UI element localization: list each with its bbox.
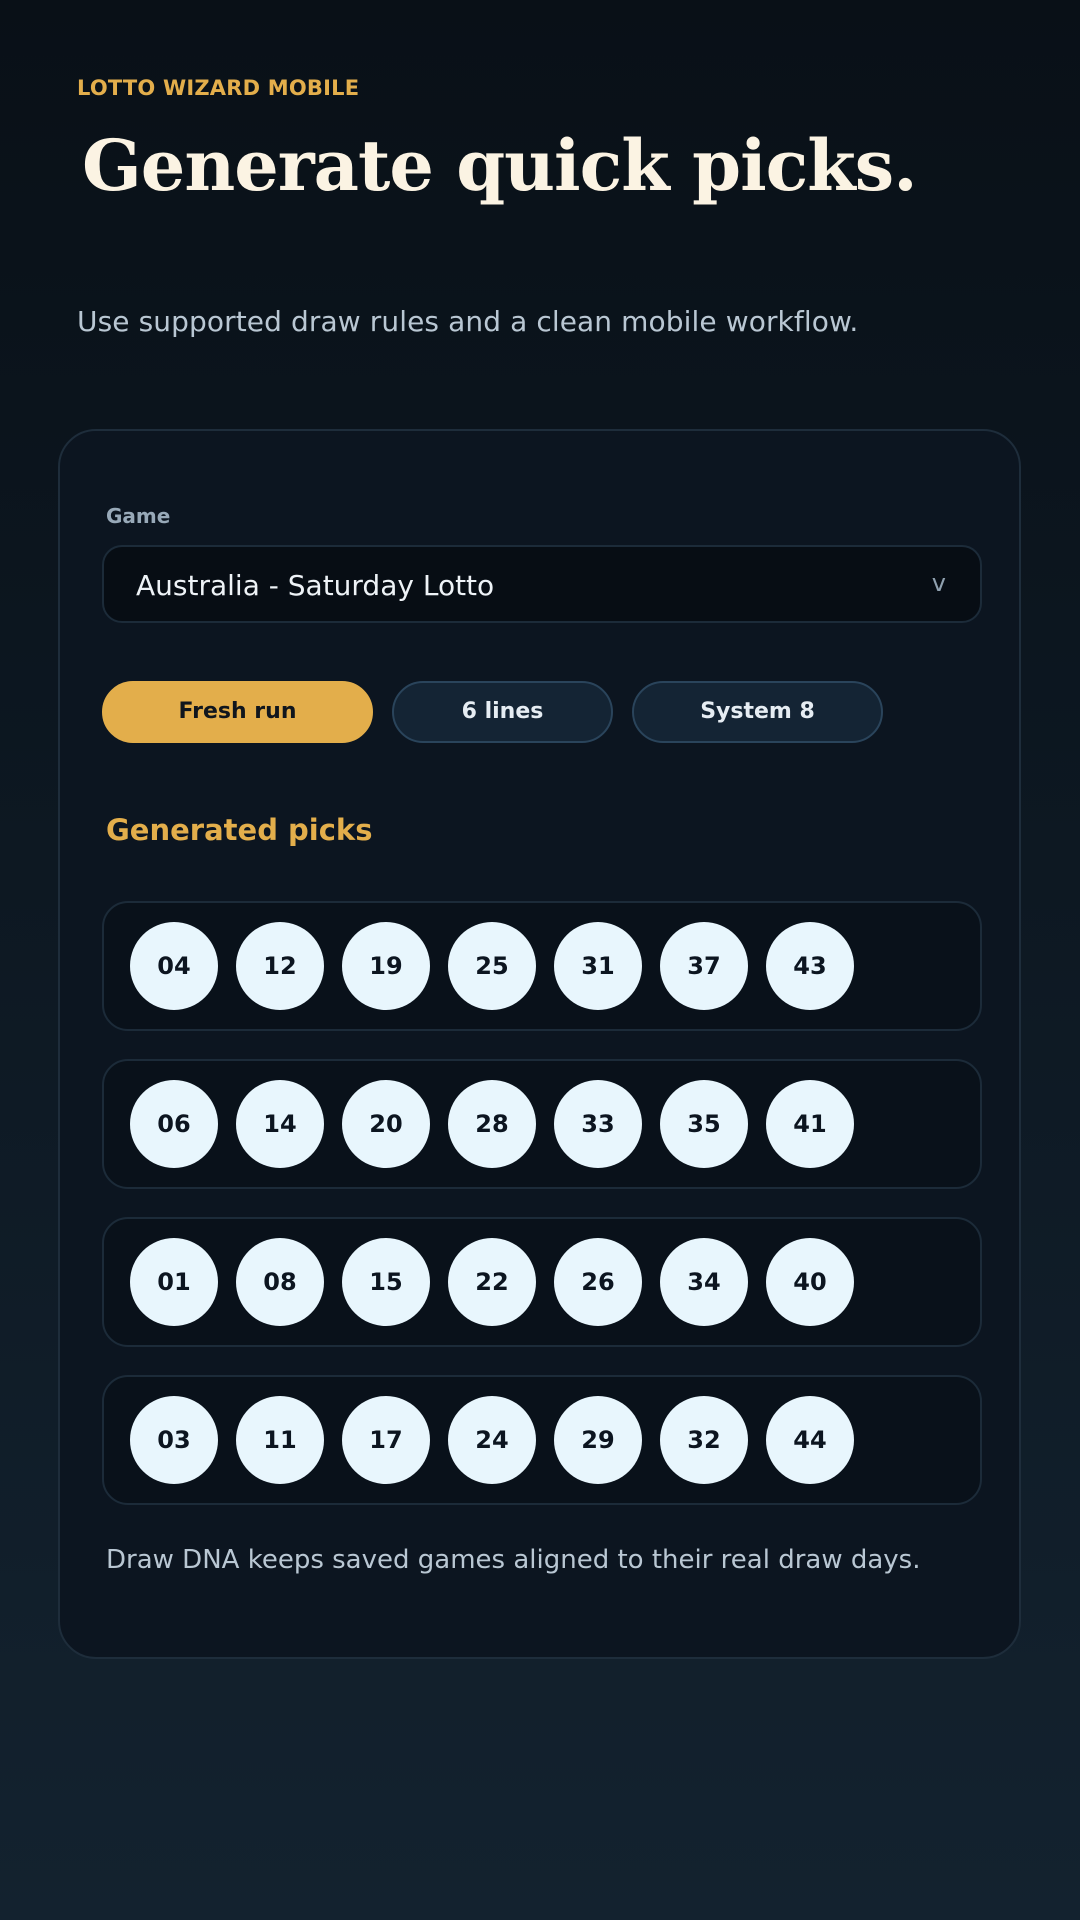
number-ball: 11 xyxy=(236,1396,324,1484)
number-ball: 15 xyxy=(342,1238,430,1326)
generated-picks-heading: Generated picks xyxy=(106,813,373,847)
number-ball: 37 xyxy=(660,922,748,1010)
number-ball: 25 xyxy=(448,922,536,1010)
six-lines-chip[interactable]: 6 lines xyxy=(392,681,613,743)
number-ball: 20 xyxy=(342,1080,430,1168)
number-ball: 24 xyxy=(448,1396,536,1484)
number-ball: 06 xyxy=(130,1080,218,1168)
system-8-chip[interactable]: System 8 xyxy=(632,681,883,743)
number-ball: 35 xyxy=(660,1080,748,1168)
app-eyebrow: LOTTO WIZARD MOBILE xyxy=(77,76,360,100)
number-ball: 34 xyxy=(660,1238,748,1326)
pick-row xyxy=(102,1059,982,1189)
game-select-value: Australia - Saturday Lotto xyxy=(136,569,495,602)
number-ball: 32 xyxy=(660,1396,748,1484)
number-ball: 14 xyxy=(236,1080,324,1168)
number-ball: 04 xyxy=(130,922,218,1010)
number-ball: 28 xyxy=(448,1080,536,1168)
number-ball: 03 xyxy=(130,1396,218,1484)
pick-row xyxy=(102,1217,982,1347)
quick-pick-card xyxy=(58,429,1021,1659)
number-ball: 08 xyxy=(236,1238,324,1326)
number-ball: 19 xyxy=(342,922,430,1010)
number-ball: 44 xyxy=(766,1396,854,1484)
chevron-down-icon: v xyxy=(931,569,946,597)
page-title: Generate quick picks. xyxy=(82,124,917,207)
page-subtitle: Use supported draw rules and a clean mobile workflow. xyxy=(77,305,859,338)
number-ball: 43 xyxy=(766,922,854,1010)
number-ball: 40 xyxy=(766,1238,854,1326)
number-ball: 29 xyxy=(554,1396,642,1484)
number-ball: 33 xyxy=(554,1080,642,1168)
pick-row xyxy=(102,1375,982,1505)
pick-row xyxy=(102,901,982,1031)
game-field-label: Game xyxy=(106,504,171,528)
number-ball: 12 xyxy=(236,922,324,1010)
game-select[interactable] xyxy=(102,545,982,623)
number-ball: 01 xyxy=(130,1238,218,1326)
number-ball: 41 xyxy=(766,1080,854,1168)
fresh-run-chip[interactable]: Fresh run xyxy=(102,681,373,743)
draw-dna-note: Draw DNA keeps saved games aligned to their real draw days. xyxy=(106,1545,921,1575)
number-ball: 17 xyxy=(342,1396,430,1484)
number-ball: 22 xyxy=(448,1238,536,1326)
number-ball: 31 xyxy=(554,922,642,1010)
number-ball: 26 xyxy=(554,1238,642,1326)
